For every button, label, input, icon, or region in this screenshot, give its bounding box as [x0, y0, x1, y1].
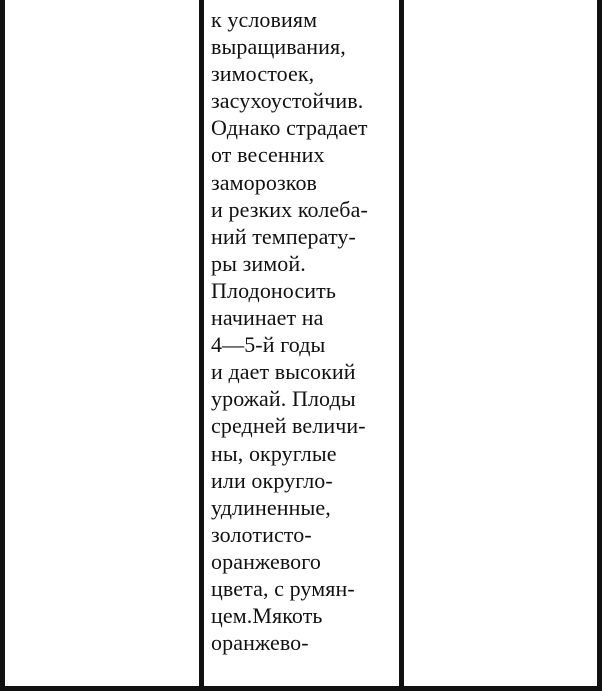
text-line: оранжево- — [211, 630, 309, 656]
text-line: оранжевого — [211, 548, 321, 574]
text-line: выращивания, — [211, 34, 346, 60]
text-line: ры зимой. — [211, 250, 306, 276]
table-divider-1 — [199, 0, 204, 691]
text-line: 4—5-й годы — [211, 332, 326, 358]
text-line: или округло- — [211, 467, 333, 493]
text-line: золотисто- — [211, 521, 312, 547]
table-border-left — [0, 0, 5, 691]
text-line: от весенних — [211, 142, 325, 168]
text-line: зимостоек, — [211, 61, 315, 87]
table-divider-2 — [399, 0, 404, 691]
text-line: заморозков — [211, 169, 318, 195]
text-line: и дает высокий — [211, 359, 356, 385]
text-line: удлиненные, — [211, 494, 331, 520]
text-line: и резких колеба- — [211, 196, 368, 222]
text-line: Однако страдает — [211, 115, 368, 141]
text-line: урожай. Плоды — [211, 386, 356, 412]
text-line: ны, округлые — [211, 440, 337, 466]
text-line: средней величи- — [211, 413, 366, 439]
table-border-bottom — [0, 686, 602, 691]
text-line: засухоустойчив. — [211, 88, 364, 114]
text-line: цвета, с румян- — [211, 575, 355, 601]
text-line: цем.Мякоть — [211, 603, 323, 629]
table-cell-middle — [211, 6, 397, 656]
text-line: начинает на — [211, 305, 324, 331]
table-border-right — [597, 0, 602, 691]
text-line: Плодоносить — [211, 277, 337, 303]
text-line: к условиям — [211, 7, 318, 32]
text-line: ний температу- — [211, 223, 356, 249]
